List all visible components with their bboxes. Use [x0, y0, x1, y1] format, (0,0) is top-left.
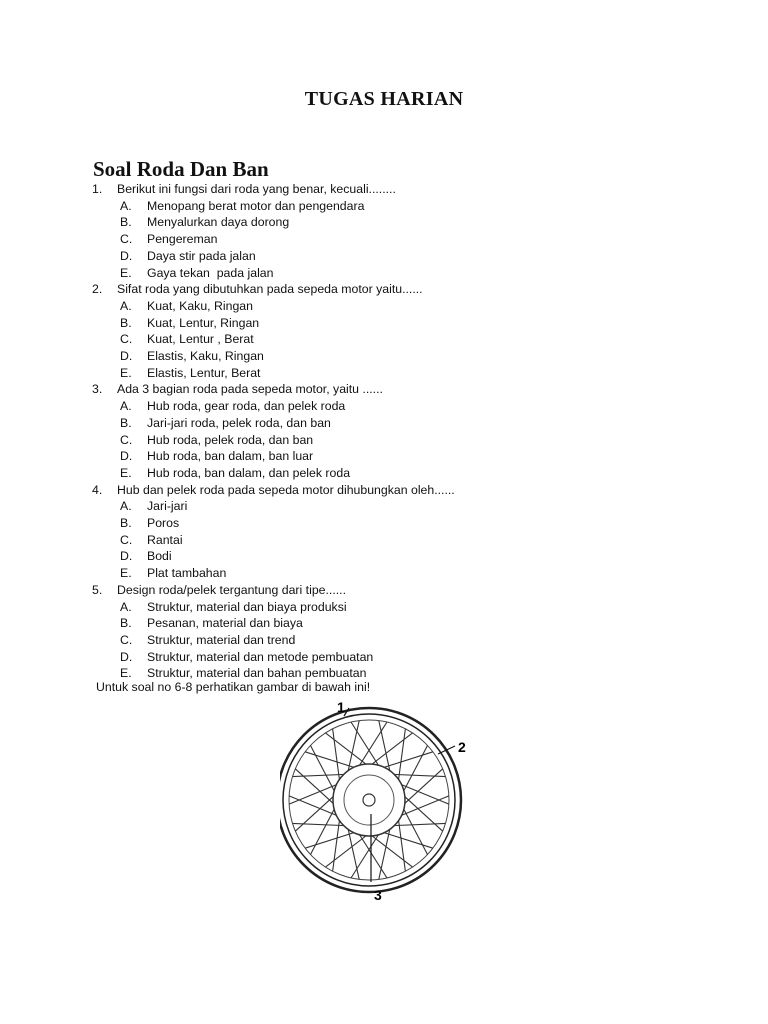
question-number: 1.	[92, 182, 103, 196]
option-2e	[92, 365, 712, 382]
option-5c	[92, 632, 712, 649]
option-text: Menopang berat motor dan pengendara	[147, 198, 365, 213]
option-5a	[92, 599, 712, 616]
question-text: Berikut ini fungsi dari roda yang benar, kecuali........	[117, 182, 396, 196]
option-3e	[92, 465, 712, 482]
option-letter: A.	[120, 198, 132, 213]
option-text: Pesanan, material dan biaya	[147, 616, 303, 631]
question-1	[92, 181, 712, 198]
question-text: Sifat roda yang dibutuhkan pada sepeda motor yaitu......	[117, 282, 423, 297]
option-letter: C.	[120, 532, 133, 547]
option-text: Hub roda, pelek roda, dan ban	[147, 432, 314, 447]
question-2	[92, 281, 712, 298]
option-letter: B.	[120, 616, 132, 631]
option-letter: B.	[120, 415, 132, 430]
option-4e	[92, 565, 712, 582]
question-text: Design roda/pelek tergantung dari tipe......	[117, 582, 346, 597]
callout-label-2: 2	[458, 739, 466, 755]
option-text: Kuat, Lentur, Ringan	[147, 315, 260, 330]
option-text: Hub roda, ban dalam, ban luar	[147, 449, 314, 464]
option-3d	[92, 448, 712, 465]
option-letter: B.	[120, 215, 132, 230]
option-text: Elastis, Lentur, Berat	[147, 365, 261, 380]
option-letter: A.	[120, 499, 132, 514]
option-5b	[92, 615, 712, 632]
option-letter: E.	[120, 666, 132, 681]
section-title: Soal Roda Dan Ban	[93, 157, 269, 181]
page-title: TUGAS HARIAN	[304, 88, 464, 110]
option-letter: E.	[120, 365, 132, 380]
option-1c	[92, 231, 712, 248]
question-4	[92, 482, 712, 499]
option-2d	[92, 348, 712, 365]
option-1e	[92, 265, 712, 282]
option-3a	[92, 398, 712, 415]
option-text: Hub roda, gear roda, dan pelek roda	[147, 399, 346, 414]
wheel-figure	[280, 694, 490, 909]
option-letter: C.	[120, 632, 133, 647]
question-number: 2.	[92, 282, 103, 297]
option-letter: D.	[120, 449, 133, 464]
option-text: Gaya tekan pada jalan	[147, 265, 274, 280]
option-text: Menyalurkan daya dorong	[147, 215, 290, 230]
question-text: Hub dan pelek roda pada sepeda motor dihubungkan oleh......	[117, 482, 455, 497]
option-1b	[92, 214, 712, 231]
option-letter: E.	[120, 566, 132, 581]
option-4c	[92, 532, 712, 549]
option-5d	[92, 649, 712, 666]
option-letter: C.	[120, 232, 133, 247]
option-4b	[92, 515, 712, 532]
option-text: Daya stir pada jalan	[147, 248, 256, 263]
option-text: Poros	[147, 516, 180, 531]
option-letter: D.	[120, 349, 133, 364]
option-text: Struktur, material dan trend	[147, 632, 296, 647]
option-text: Kuat, Kaku, Ringan	[147, 298, 253, 313]
option-text: Jari-jari roda, pelek roda, dan ban	[147, 415, 331, 430]
question-text: Ada 3 bagian roda pada sepeda motor, yaitu ......	[117, 382, 383, 397]
question-number: 5.	[92, 582, 103, 597]
option-letter: B.	[120, 516, 132, 531]
option-3c	[92, 432, 712, 449]
option-text: Struktur, material dan metode pembuatan	[147, 649, 374, 664]
option-letter: A.	[120, 399, 132, 414]
option-letter: D.	[120, 549, 133, 564]
callout-line-2	[438, 746, 455, 754]
question-5	[92, 582, 712, 599]
option-letter: B.	[120, 315, 132, 330]
option-text: Bodi	[147, 549, 172, 564]
option-text: Struktur, material dan biaya produksi	[147, 599, 347, 614]
option-1d	[92, 248, 712, 265]
option-letter: E.	[120, 265, 132, 280]
question-list	[92, 181, 712, 682]
callout-label-1: 1	[337, 699, 345, 715]
option-letter: D.	[120, 248, 133, 263]
option-text: Kuat, Lentur , Berat	[147, 332, 254, 347]
option-letter: D.	[120, 649, 133, 664]
figure-instruction: Untuk soal no 6-8 perhatikan gambar di bawah ini!	[96, 680, 371, 694]
option-letter: A.	[120, 599, 132, 614]
option-3b	[92, 415, 712, 432]
option-text: Jari-jari	[147, 499, 188, 514]
option-letter: A.	[120, 298, 132, 313]
option-letter: E.	[120, 465, 132, 480]
option-4a	[92, 498, 712, 515]
option-text: Struktur, material dan bahan pembuatan	[147, 666, 367, 681]
option-text: Elastis, Kaku, Ringan	[147, 349, 264, 364]
option-text: Pengereman	[147, 232, 218, 247]
question-number: 4.	[92, 482, 103, 497]
option-4d	[92, 548, 712, 565]
option-2a	[92, 298, 712, 315]
option-1a	[92, 198, 712, 215]
option-text: Plat tambahan	[147, 566, 227, 581]
option-2c	[92, 331, 712, 348]
option-letter: C.	[120, 332, 133, 347]
option-text: Rantai	[147, 532, 183, 547]
option-text: Hub roda, ban dalam, dan pelek roda	[147, 465, 351, 480]
option-2b	[92, 315, 712, 332]
question-3	[92, 381, 712, 398]
callout-label-3: 3	[374, 887, 382, 903]
question-number: 3.	[92, 382, 103, 397]
option-letter: C.	[120, 432, 133, 447]
